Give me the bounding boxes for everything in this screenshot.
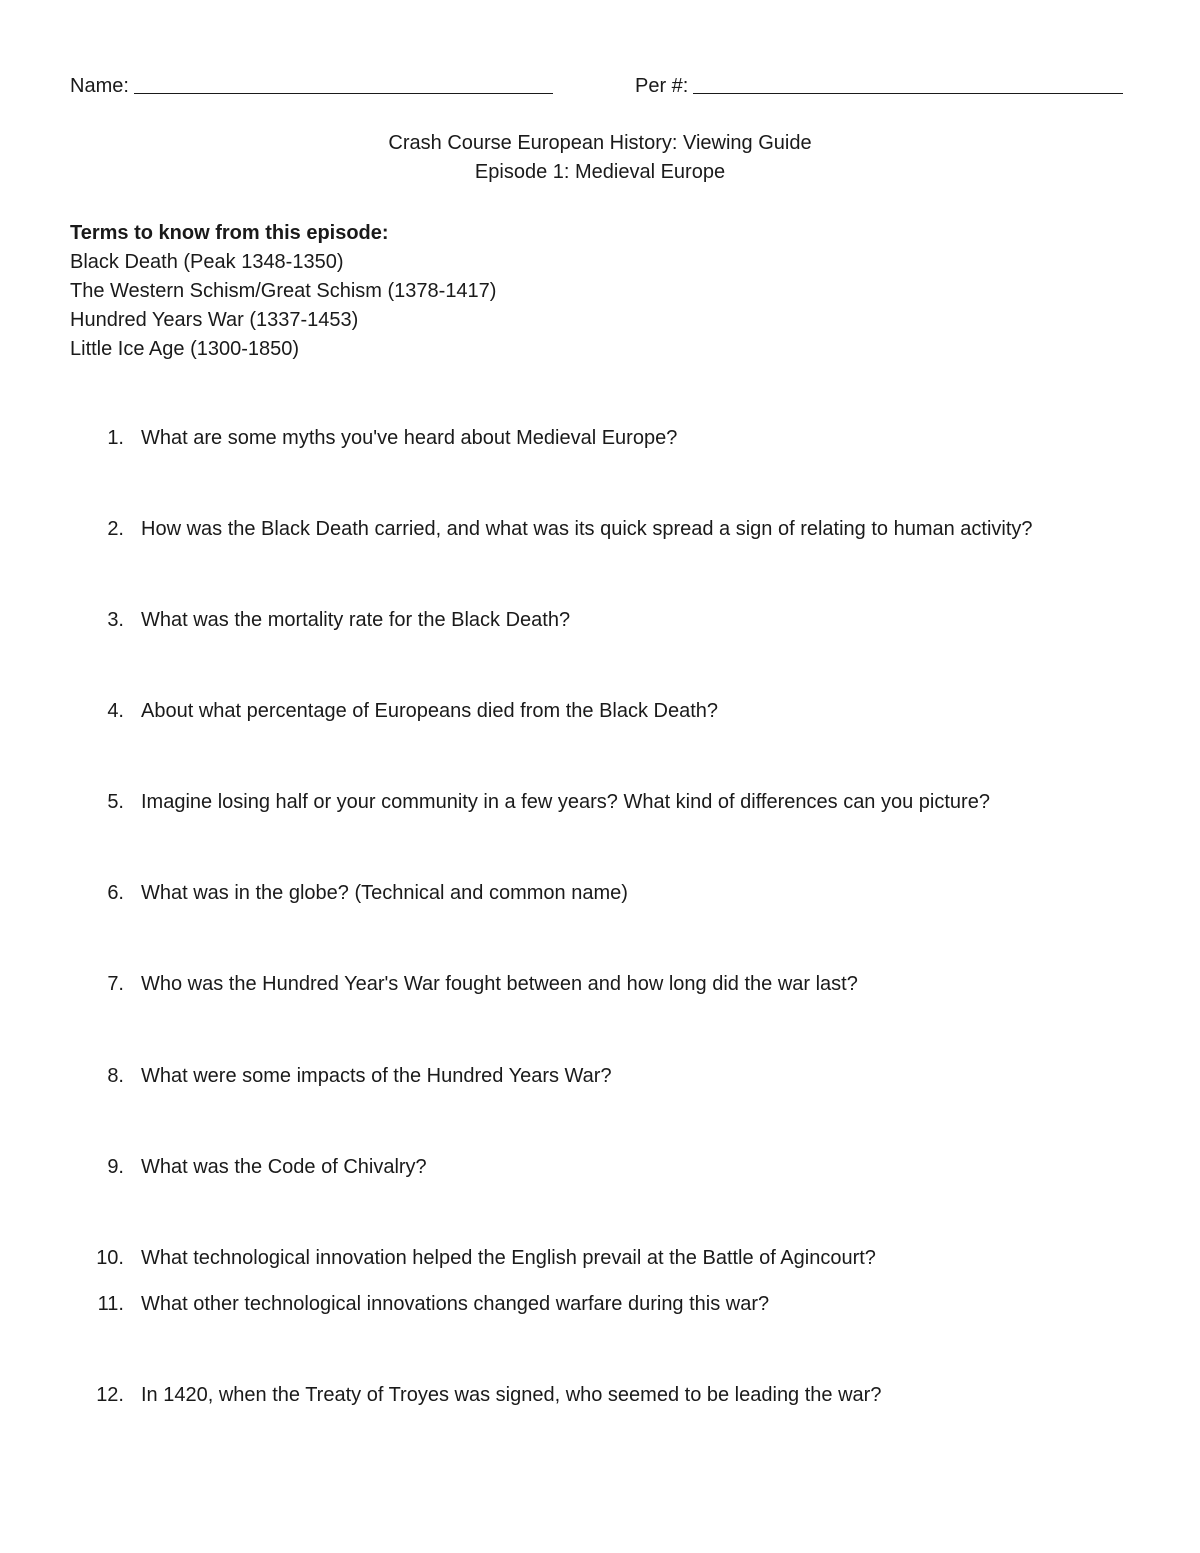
- question-text: What was in the globe? (Technical and common name): [141, 882, 628, 904]
- question-number: 8.: [107, 1065, 124, 1087]
- term-item: The Western Schism/Great Schism (1378-1417): [70, 280, 497, 302]
- question-number: 12.: [96, 1384, 124, 1406]
- question-number: 10.: [96, 1247, 124, 1269]
- episode-subtitle: Episode 1: Medieval Europe: [474, 161, 726, 183]
- question-text: What was the Code of Chivalry?: [141, 1156, 427, 1178]
- question-text: Who was the Hundred Year's War fought between and how long did the war last?: [141, 973, 858, 995]
- question-text: What was the mortality rate for the Black Death?: [141, 609, 571, 631]
- question-number: 2.: [107, 518, 124, 540]
- term-item: Hundred Years War (1337-1453): [70, 309, 359, 331]
- period-label: Per #:: [635, 75, 689, 97]
- document-title: Crash Course European History: Viewing Guide: [388, 132, 812, 154]
- question-number: 6.: [107, 882, 124, 904]
- question-text: What were some impacts of the Hundred Years War?: [141, 1065, 612, 1087]
- question-number: 11.: [97, 1293, 124, 1315]
- terms-heading: Terms to know from this episode:: [70, 222, 389, 244]
- question-text: How was the Black Death carried, and what was its quick spread a sign of relating to human activity?: [141, 518, 1033, 540]
- question-number: 3.: [107, 609, 124, 631]
- question-number: 7.: [107, 973, 124, 995]
- question-text: Imagine losing half or your community in a few years? What kind of differences can you picture?: [141, 791, 990, 813]
- name-field[interactable]: [134, 93, 553, 94]
- question-number: 9.: [107, 1156, 124, 1178]
- term-item: Black Death (Peak 1348-1350): [70, 251, 344, 273]
- question-number: 4.: [107, 700, 124, 722]
- name-label: Name:: [70, 75, 129, 97]
- question-text: What are some myths you've heard about Medieval Europe?: [141, 427, 678, 449]
- question-number: 5.: [107, 791, 124, 813]
- term-item: Little Ice Age (1300-1850): [70, 338, 300, 360]
- question-text: About what percentage of Europeans died from the Black Death?: [141, 700, 719, 722]
- period-field[interactable]: [693, 93, 1123, 94]
- question-text: What technological innovation helped the English prevail at the Battle of Agincourt?: [141, 1247, 876, 1269]
- question-number: 1.: [107, 427, 124, 449]
- question-text: In 1420, when the Treaty of Troyes was signed, who seemed to be leading the war?: [141, 1384, 882, 1406]
- question-text: What other technological innovations changed warfare during this war?: [141, 1293, 770, 1315]
